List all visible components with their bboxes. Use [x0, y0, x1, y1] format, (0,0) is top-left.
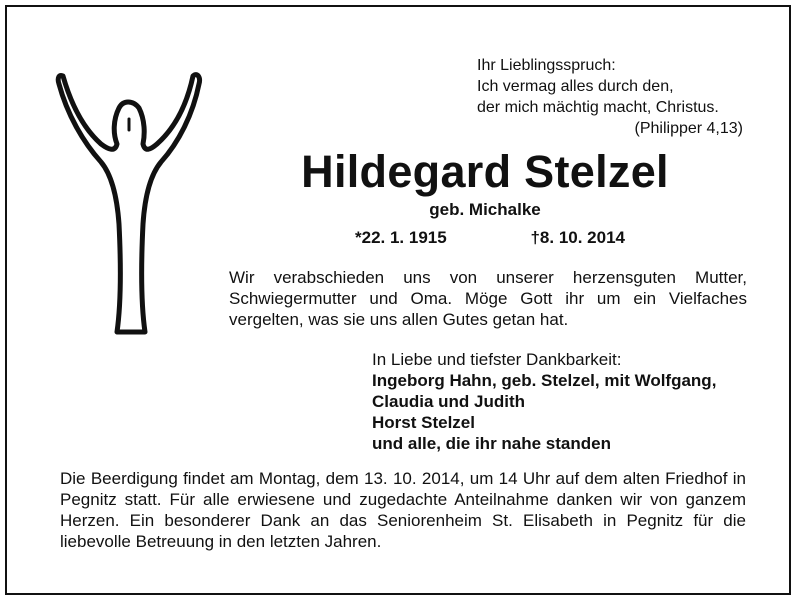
birth-date: *22. 1. 1915	[355, 228, 447, 247]
deceased-name: Hildegard Stelzel	[301, 146, 669, 197]
mourner-line: Horst Stelzel	[372, 413, 475, 432]
farewell-text: Wir verabschieden uns von unserer herzensguten Mutter, Schwiegermutter und Oma. Möge Gott ihr um ein Vielfaches vergelten, was sie uns allen Gutes getan hat.	[229, 268, 747, 329]
maiden-name: geb. Michalke	[429, 200, 541, 219]
quote-line: der mich mächtig macht, Christus.	[477, 99, 719, 116]
favorite-verse	[477, 55, 747, 139]
death-date: †8. 10. 2014	[530, 228, 625, 247]
life-dates	[355, 228, 625, 248]
quote-line: Ich vermag alles durch den,	[477, 78, 674, 95]
quote-line: Ihr Lieblingsspruch:	[477, 57, 616, 74]
quote-reference: (Philipper 4,13)	[634, 120, 743, 137]
mourner-line: und alle, die ihr nahe standen	[372, 434, 611, 453]
mourner-line: Ingeborg Hahn, geb. Stelzel, mit Wolfgang,	[372, 371, 717, 390]
mourner-line: Claudia und Judith	[372, 392, 525, 411]
mourners-block	[372, 349, 752, 454]
mourners-intro: In Liebe und tiefster Dankbarkeit:	[372, 350, 622, 369]
funeral-notice: Die Beerdigung findet am Montag, dem 13. 10. 2014, um 14 Uhr auf dem alten Friedhof in Pegnitz statt. Für alle erwiesene und zugedachte Anteilnahme danken wir von ganzem Herzen. Ein besonderer Dank an das Seniorenheim St. Elisabeth in Pegnitz für die liebevolle Betreuung in den letzten Jahren.	[60, 469, 746, 551]
